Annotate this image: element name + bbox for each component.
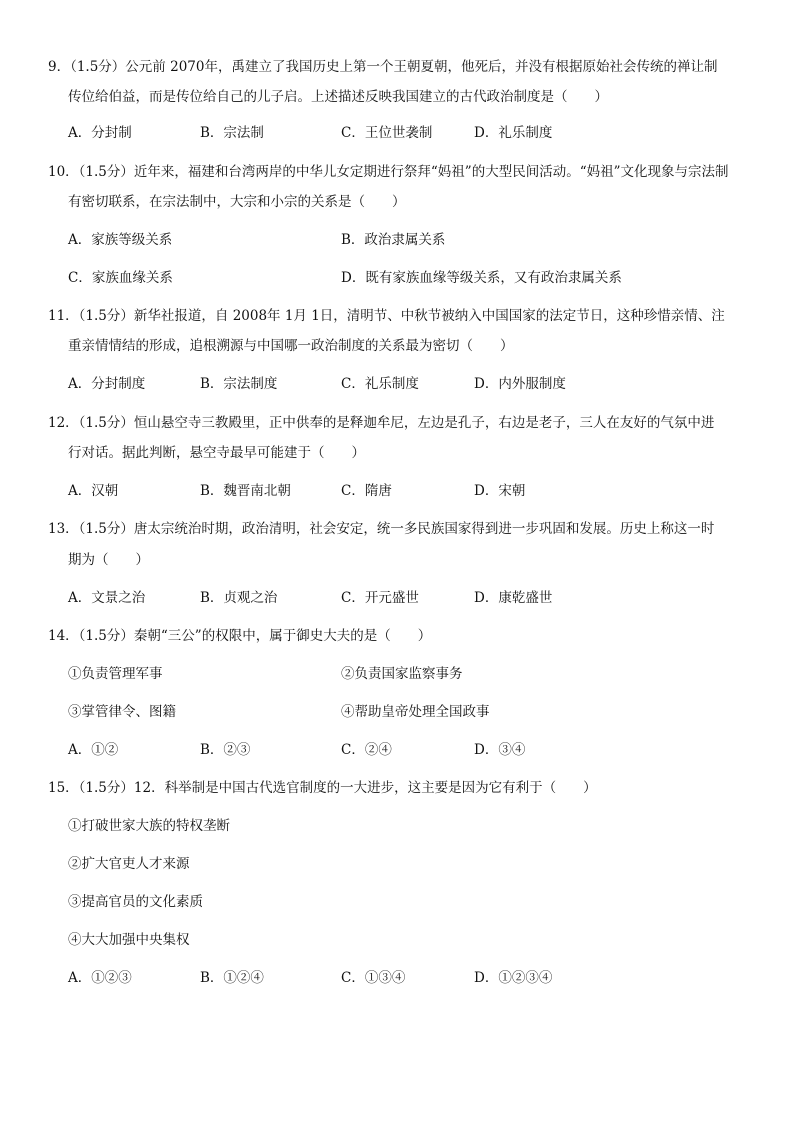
question-text: 14．（1.5分）秦朝“三公”的权限中，属于御史大夫的是（ ） <box>48 628 432 644</box>
option-b[interactable]: B．政治隶属关系 <box>341 232 446 248</box>
option-d[interactable]: D．康乾盛世 <box>474 590 553 606</box>
option-c[interactable]: C．①③④ <box>341 970 406 986</box>
statement-4: ④帮助皇帝处理全国政事 <box>341 704 490 720</box>
question-text: 重亲情情结的形成，追根溯源与中国哪一政治制度的关系最为密切（ ） <box>68 338 514 354</box>
option-d[interactable]: D．内外服制度 <box>474 376 566 392</box>
question-text: 行对话。据此判断，悬空寺最早可能建于（ ） <box>68 445 365 461</box>
statement-1: ①负责管理军事 <box>68 666 163 682</box>
statement-4: ④大大加强中央集权 <box>68 932 190 948</box>
option-a[interactable]: A．分封制度 <box>68 376 146 392</box>
statement-3: ③提高官员的文化素质 <box>68 894 203 910</box>
option-c[interactable]: C．②④ <box>341 742 392 758</box>
question-text: 传位给伯益，而是传位给自己的儿子启。上述描述反映我国建立的古代政治制度是（ ） <box>68 89 608 105</box>
question-text: 12．（1.5分）恒山悬空寺三教殿里，正中供奉的是释迦牟尼，左边是孔子，右边是老子，三人在友好的气氛中进 <box>48 415 715 431</box>
option-a[interactable]: A．①②③ <box>68 970 132 986</box>
option-b[interactable]: B．宗法制度 <box>200 376 278 392</box>
option-a[interactable]: A．①② <box>68 742 119 758</box>
question-text: 11．（1.5分）新华社报道，自 2008年 1月 1日，清明节、中秋节被纳入中国国家的法定节日，这种珍惜亲情、注 <box>48 308 725 324</box>
question-text: 10．（1.5分）近年来，福建和台湾两岸的中华儿女定期进行祭拜“妈祖”的大型民间活动。“妈祖”文化现象与宗法制 <box>48 164 729 180</box>
option-d[interactable]: D．既有家族血缘等级关系，又有政治隶属关系 <box>341 270 622 286</box>
option-b[interactable]: B．魏晋南北朝 <box>200 483 291 499</box>
option-a[interactable]: A．汉朝 <box>68 483 119 499</box>
option-c[interactable]: C．家族血缘关系 <box>68 270 173 286</box>
statement-2: ②负责国家监察事务 <box>341 666 463 682</box>
option-d[interactable]: D．①②③④ <box>474 970 553 986</box>
option-c[interactable]: C．礼乐制度 <box>341 376 419 392</box>
question-text: 有密切联系，在宗法制中，大宗和小宗的关系是（ ） <box>68 194 406 210</box>
option-c[interactable]: C．开元盛世 <box>341 590 419 606</box>
option-a[interactable]: A．文景之治 <box>68 590 146 606</box>
option-b[interactable]: B．贞观之治 <box>200 590 278 606</box>
option-b[interactable]: B．宗法制 <box>200 125 264 141</box>
option-a[interactable]: A．分封制 <box>68 125 132 141</box>
question-text: 9．（1.5分）公元前 2070年，禹建立了我国历史上第一个王朝夏朝，他死后，并没有根据原始社会传统的禅让制 <box>48 59 718 75</box>
statement-1: ①打破世家大族的特权垄断 <box>68 818 230 834</box>
option-d[interactable]: D．③④ <box>474 742 526 758</box>
option-b[interactable]: B．①②④ <box>200 970 264 986</box>
option-b[interactable]: B．②③ <box>200 742 251 758</box>
question-text: 15．（1.5分）12．科举制是中国古代选官制度的一大进步，这主要是因为它有利于（ ） <box>48 780 597 796</box>
question-text: 期为（ ） <box>68 552 149 568</box>
statement-2: ②扩大官吏人才来源 <box>68 856 190 872</box>
option-d[interactable]: D．礼乐制度 <box>474 125 553 141</box>
statement-3: ③掌管律令、图籍 <box>68 704 176 720</box>
option-d[interactable]: D．宋朝 <box>474 483 526 499</box>
option-a[interactable]: A．家族等级关系 <box>68 232 173 248</box>
option-c[interactable]: C．王位世袭制 <box>341 125 433 141</box>
question-text: 13．（1.5分）唐太宗统治时期，政治清明，社会安定，统一多民族国家得到进一步巩固和发展。历史上称这一时 <box>48 521 715 537</box>
option-c[interactable]: C．隋唐 <box>341 483 392 499</box>
